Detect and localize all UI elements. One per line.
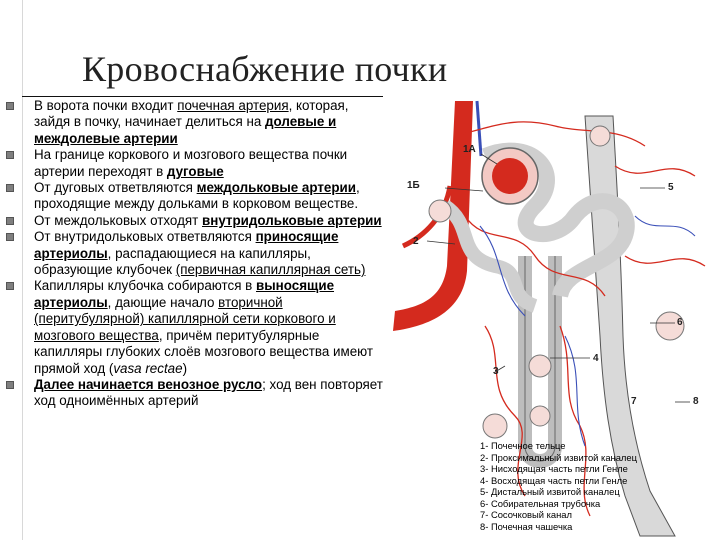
square-bullet-icon (6, 151, 14, 159)
bullet-item (6, 377, 386, 410)
bullet-item (6, 278, 386, 376)
bullet-text-run: приносящие артериолы (34, 229, 339, 261)
square-bullet-icon (6, 282, 14, 290)
bullet-text-run: ; ход вен повторяет ход одноимённых артерий (34, 376, 383, 409)
bullet-text-run: вторичной (перитубулярной) капиллярной сети коркового и мозгового вещества (34, 294, 336, 343)
bullet-item (6, 213, 386, 229)
bullet-text-run: внутридольковые артерии (202, 212, 382, 228)
bullet-item (6, 180, 386, 213)
top-rule (22, 96, 383, 97)
legend-item: 8- Почечная чашечка (480, 520, 573, 532)
bullet-text-run: От внутридольковых ответвляются (34, 229, 256, 245)
vein-shape (477, 101, 481, 156)
bullet-text-run: В ворота почки входит (34, 98, 178, 113)
legend-item: 3- Нисходящая часть петли Генле (480, 463, 628, 474)
bullet-text-run: От дуговых ответвляются (34, 180, 197, 196)
bullet-text-run: , проходящие между дольками в корковом веществе. (34, 180, 360, 212)
glomerulus-capillaries (492, 158, 528, 194)
legend-item: 5- Дистальный извитой каналец (480, 486, 620, 497)
legend-item: 2- Проксимальный извитой каналец (480, 451, 637, 463)
label-1b: 1Б (407, 180, 420, 191)
label-4: 4 (593, 353, 599, 364)
figure-legend (480, 440, 637, 532)
bullet-text-run: междольковые артерии (196, 180, 357, 196)
bullet-text-run: почечная артерия (177, 98, 289, 113)
square-bullet-icon (6, 102, 14, 110)
label-5: 5 (668, 182, 674, 193)
square-bullet-icon (6, 184, 14, 192)
bullet-text-run: долевые и междолевые артерии (34, 114, 337, 146)
bullet-item (6, 98, 386, 147)
square-bullet-icon (6, 217, 14, 225)
bullet-item (6, 229, 386, 278)
label-7: 7 (631, 396, 637, 407)
square-bullet-icon (6, 381, 14, 389)
bullet-text-run: , которая, зайдя в почку, начинает делиться на (34, 98, 349, 130)
label-1a: 1А (463, 144, 476, 155)
bullet-text-run: дуговые (166, 163, 224, 179)
legend-item: 7- Сосочковый канал (480, 509, 572, 520)
bullet-text-run: ) (182, 360, 188, 376)
bullet-text-run: Капилляры клубочка собираются в (34, 278, 257, 294)
bullet-text-run: выносящие артериолы (34, 278, 335, 310)
slide-title: Кровоснабжение почки (82, 49, 448, 89)
bullet-list (6, 98, 386, 410)
bullet-text-run: , распадающиеся на капилляры, образующие клубочек (34, 245, 311, 278)
bullet-text-run: , дающие начало (107, 294, 219, 310)
bullet-text-run: vasa rectae (113, 360, 183, 376)
bullet-text-run: От междольковых отходят (34, 212, 202, 228)
legend-item: 1- Почечное тельце (480, 440, 566, 451)
label-2: 2 (413, 236, 419, 247)
legend-item: 6- Собирательная трубочка (480, 497, 601, 509)
bullet-text-run: (первичная капиллярная сеть) (175, 262, 366, 278)
label-8: 8 (693, 396, 699, 407)
label-6: 6 (677, 317, 683, 328)
bullet-text-run: На границе коркового и мозгового вещества почки артерии переходят в (34, 147, 348, 179)
label-3: 3 (493, 366, 499, 377)
bullet-item (6, 147, 386, 180)
legend-item: 4- Восходящая часть петли Генле (480, 474, 628, 486)
bullet-text-run: , причём перитубулярные капилляры глубоких слоёв мозгового вещества имеют прямой ход ( (34, 327, 374, 376)
bullet-text-run: Далее начинается венозное русло (34, 376, 263, 392)
square-bullet-icon (6, 233, 14, 241)
